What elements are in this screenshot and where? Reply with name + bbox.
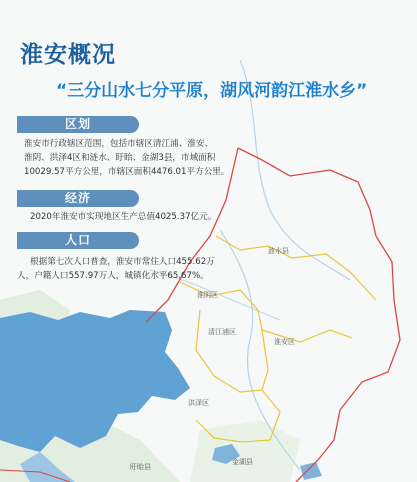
- division-text-line-1: 淮安市行政辖区范围，包括市辖区清江浦、淮安、: [24, 139, 214, 149]
- map-label-huaiyin: 淮阴区: [197, 291, 218, 299]
- section-heading-population: 人口: [17, 232, 139, 249]
- slogan: “三分山水七分平原，湖风河韵江淮水乡”: [56, 81, 368, 101]
- map-label-qingjiangpu: 清江浦区: [208, 328, 236, 336]
- page-title: 淮安概况: [20, 42, 116, 68]
- economy-text-line-1: 2020年淮安市实现地区生产总值4025.37亿元。: [30, 212, 217, 222]
- division-text-line-2: 淮阴、洪泽4区和涟水、盱眙、金湖3县，市域面积: [24, 153, 216, 163]
- section-heading-economy: 经济: [17, 190, 139, 207]
- map-label-jinhu: 金湖县: [232, 458, 253, 466]
- division-text-line-3: 10029.57平方公里，市辖区面积4476.01平方公里。: [24, 167, 230, 177]
- population-text-line-1: 根据第七次人口普查，淮安市常住人口455.62万: [30, 257, 215, 267]
- map-label-huaian: 淮安区: [274, 338, 295, 346]
- map-label-hongze: 洪泽区: [188, 399, 209, 407]
- population-text-line-2: 人，户籍人口557.97万人，城镇化水平65.67%。: [17, 271, 209, 281]
- map-label-xuyi: 盱眙县: [130, 463, 151, 471]
- map-label-lianshui: 涟水县: [268, 247, 289, 255]
- section-heading-division: 区划: [17, 116, 139, 133]
